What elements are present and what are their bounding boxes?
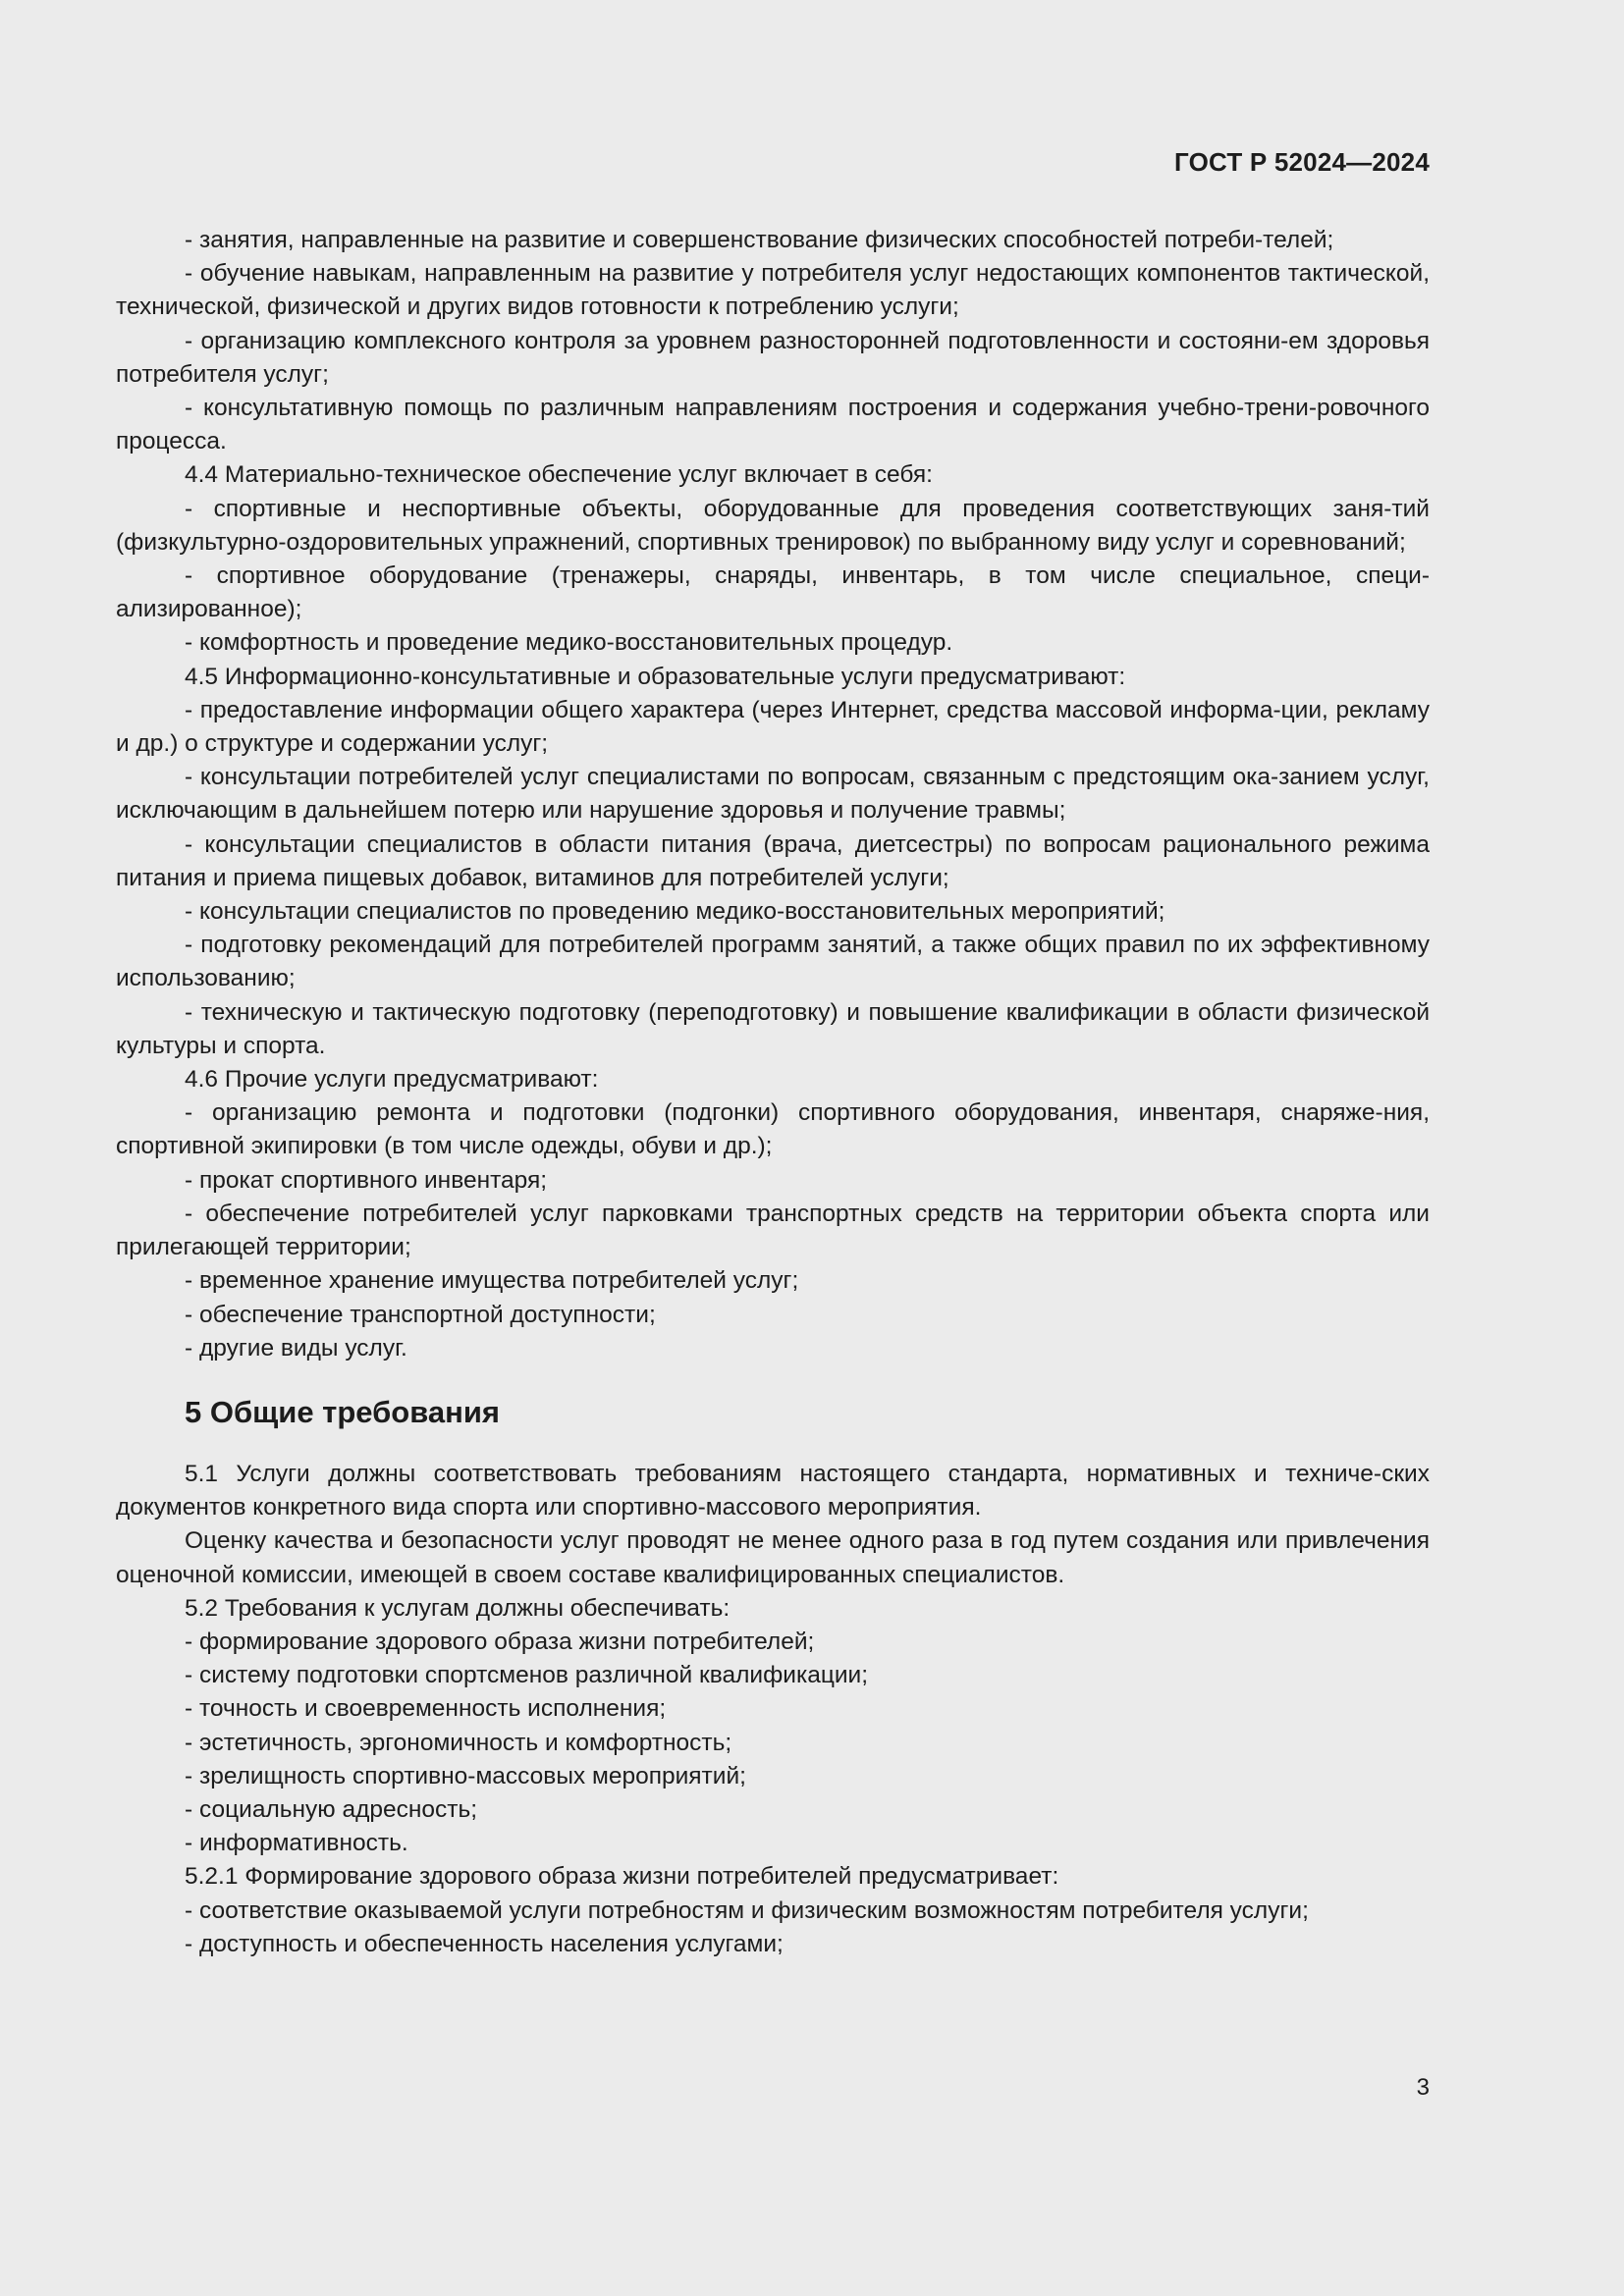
list-item: - социальную адресность; [185, 1795, 478, 1823]
list-item: - систему подготовки спортсменов различной квалификации; [185, 1662, 869, 1689]
paragraph: - занятия, направленные на развитие и совершенствование физических способностей потреби-телей; [185, 227, 1334, 253]
page-number: 3 [1416, 2074, 1430, 2101]
list-item: - формирование здорового образа жизни потребителей; [185, 1628, 815, 1655]
paragraph: - временное хранение имущества потребителей услуг; [185, 1267, 799, 1295]
clause-5-2-1: 5.2.1 Формирование здорового образа жизни потребителей предусматривает: [185, 1863, 1059, 1891]
paragraph: - доступность и обеспеченность населения услугами; [185, 1930, 784, 1957]
list-item: - зрелищность спортивно-массовых мероприятий; [185, 1762, 746, 1789]
clause-5-2: 5.2 Требования к услугам должны обеспечивать: [185, 1594, 731, 1622]
paragraph: - соответствие оказываемой услуги потребностям и физическим возможностям потребителя услуги; [185, 1896, 1309, 1924]
paragraph: - консультации специалистов по проведению медико-восстановительных мероприятий; [185, 898, 1165, 926]
paragraph: - обеспечение транспортной доступности; [185, 1301, 656, 1328]
paragraph: - организацию комплексного контроля за уровнем разносторонней подготовленности и состояни-ем здоровья потребителя услуг; [116, 327, 1430, 388]
document-code-header: ГОСТ Р 52024—2024 [1174, 147, 1430, 177]
paragraph: - подготовку рекомендаций для потребителей программ занятий, а также общих правил по их эффективному использованию; [116, 932, 1430, 992]
section-5-title: 5 Общие требования [185, 1394, 500, 1429]
clause-4-5: 4.5 Информационно-консультативные и образовательные услуги предусматривают: [185, 663, 1126, 690]
paragraph: - консультации специалистов в области питания (врача, диетсестры) по вопросам рационального режима питания и приема пищевых добавок, витаминов для потребителей услуги; [116, 830, 1430, 891]
paragraph: - спортивные и неспортивные объекты, оборудованные для проведения соответствующих заня-тий (физкультурно-оздоровительных упражнений, спортивных тренировок) по выбранному виду услуг и соревнований; [116, 495, 1430, 556]
clause-5-1: 5.1 Услуги должны соответствовать требованиям настоящего стандарта, нормативных и техниче-ских документов конкретного вида спорта или спортивно-массового мероприятия. [116, 1460, 1430, 1522]
paragraph: - другие виды услуг. [185, 1334, 407, 1362]
paragraph: - обеспечение потребителей услуг парковками транспортных средств на территории объекта спорта или прилегающей территории; [116, 1200, 1430, 1261]
list-item: - точность и своевременность исполнения; [185, 1695, 667, 1723]
paragraph: - предоставление информации общего характера (через Интернет, средства массовой информа-ции, рекламу и др.) о структуре и содержании услуг; [116, 696, 1430, 758]
list-item: - информативность. [185, 1830, 408, 1857]
paragraph: - консультации потребителей услуг специалистами по вопросам, связанным с предстоящим ока-занием услуг, исключающим в дальнейшем потерю или нарушение здоровья и получение травмы; [116, 764, 1430, 825]
paragraph: - обучение навыкам, направленным на развитие у потребителя услуг недостающих компонентов тактической, технической, физической и других видов готовности к потреблению услуги; [116, 260, 1430, 321]
paragraph: - спортивное оборудование (тренажеры, снаряды, инвентарь, в том числе специальное, специ-ализированное); [116, 562, 1430, 623]
list-item: - эстетичность, эргономичность и комфортность; [185, 1729, 732, 1756]
paragraph: - техническую и тактическую подготовку (переподготовку) и повышение квалификации в области физической культуры и спорта. [116, 998, 1430, 1059]
document-page [116, 0, 1430, 2296]
paragraph: - прокат спортивного инвентаря; [185, 1166, 548, 1194]
clause-4-4: 4.4 Материально-техническое обеспечение услуг включает в себя: [185, 461, 933, 489]
clause-4-6: 4.6 Прочие услуги предусматривают: [185, 1066, 599, 1094]
paragraph: - организацию ремонта и подготовки (подгонки) спортивного оборудования, инвентаря, снаряже-ния, спортивной экипировки (в том числе одежды, обуви и др.); [116, 1099, 1430, 1160]
paragraph: Оценку качества и безопасности услуг проводят не менее одного раза в год путем создания или привлечения оценочной комиссии, имеющей в своем составе квалифицированных специалистов. [116, 1527, 1430, 1588]
body-text [116, 224, 1430, 1961]
paragraph: - комфортность и проведение медико-восстановительных процедур. [185, 629, 953, 657]
paragraph: - консультативную помощь по различным направлениям построения и содержания учебно-трени-ровочного процесса. [116, 395, 1430, 455]
